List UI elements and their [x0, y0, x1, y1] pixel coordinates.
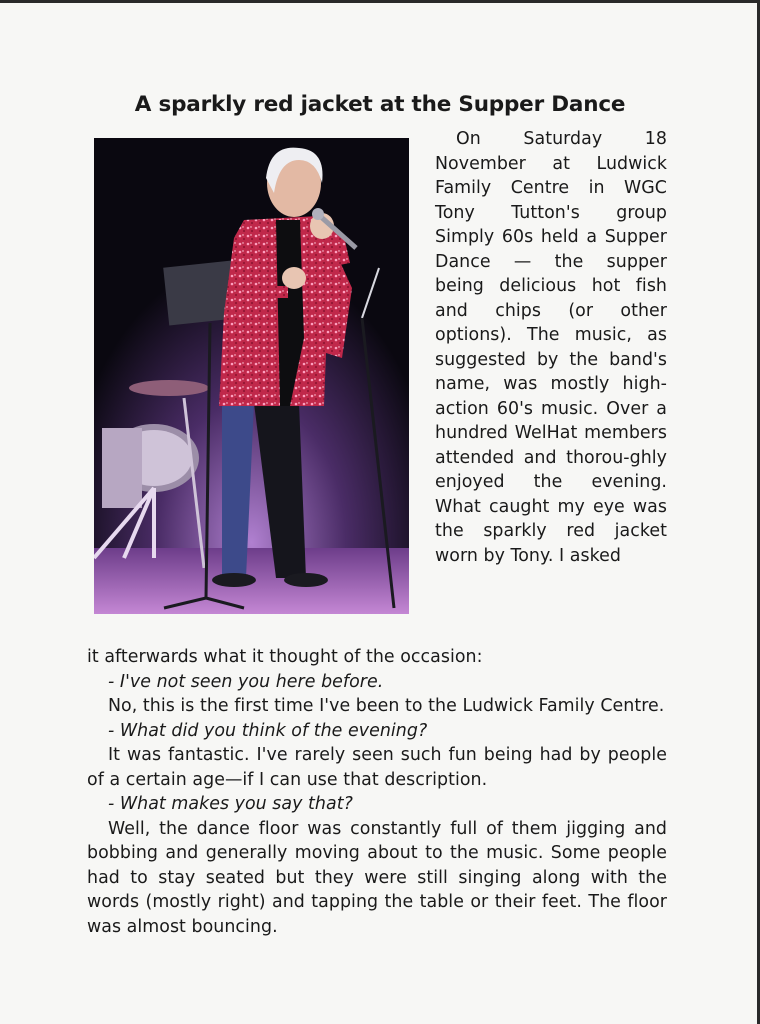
answer-1: No, this is the first time I've been to the Ludwick Family Centre. [108, 696, 665, 716]
question-3: - What makes you say that? [108, 794, 353, 814]
singer-photo [94, 138, 409, 614]
continuation-block [87, 645, 667, 939]
intro-end: it afterwards what it thought of the occasion: [87, 647, 483, 667]
answer-2: It was fantastic. I've rarely seen such fun being had by people of a certain age—if I can use that description. [87, 745, 667, 790]
page-edge-top [0, 0, 760, 3]
answer-3: Well, the dance floor was constantly full of them jigging and bobbing and generally moving about to the music. Some people had to stay seated but they were still singing along with the words (mostly right) and tapping the table or their feet. The floor was almost bouncing. [87, 818, 667, 937]
question-1: - I've not seen you here before. [108, 671, 384, 692]
article-title: A sparkly red jacket at the Supper Dance [134, 92, 626, 117]
question-2: - What did you think of the evening? [108, 720, 428, 741]
intro-paragraph: On Saturday 18 November at Ludwick Family Centre in WGC Tony Tutton's group Simply 60s held a Supper Dance — the supper being delicious hot fish and chips (or other options). The music, as suggested by the band's name, was mostly high-action 60's music. Over a hundred WelHat members attended and thorou-ghly enjoyed the evening. What caught my eye was the sparkly red jacket worn by Tony. I asked [435, 129, 667, 566]
intro-column [435, 127, 667, 568]
